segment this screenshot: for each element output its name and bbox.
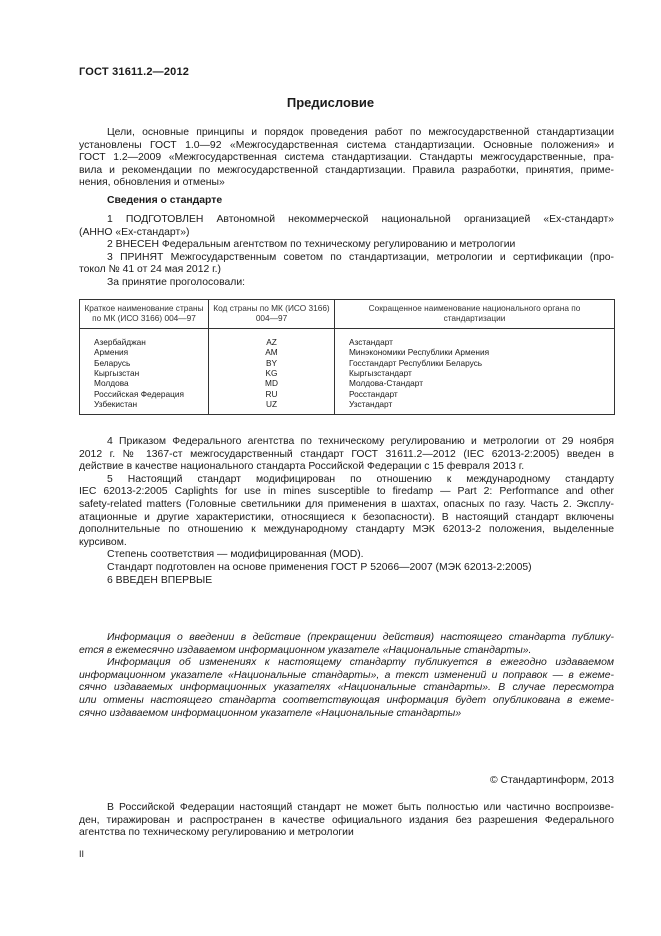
item-4-line: 2012 г. № 1367-ст межгосударственный стандарт ГОСТ 31611.2—2012 (IEC 62013-2:2005) введен в <box>79 448 614 460</box>
item-1-line: (АННО «Ех-стандарт») <box>79 226 190 238</box>
body-cell: Минэкономики Республики Армения <box>335 347 615 357</box>
page-number: II <box>79 849 85 859</box>
country-cell: Узбекистан <box>80 399 209 414</box>
code-cell: AM <box>209 347 335 357</box>
item-3-line: токол № 41 от 24 мая 2012 г.) <box>79 264 222 276</box>
order-and-modification-items <box>79 436 614 587</box>
legal-line: В Российской Федерации настоящий стандарт не может быть полностью или частично воспроизве- <box>107 802 614 813</box>
column-header-code: Код страны по МК (ИСО 3166) 004—97 <box>209 300 335 329</box>
intro-line: нения, обновления и отмены» <box>79 177 225 189</box>
column-header-country: Краткое наименование страны по МК (ИСО 3166) 004—97 <box>80 300 209 329</box>
intro-line: ГОСТ 1.2—2009 «Межгосударственная система стандартизации. Стандарты межгосударственные, пра- <box>79 152 614 164</box>
code-cell: RU <box>209 389 335 399</box>
country-cell: Азербайджан <box>80 328 209 347</box>
item-2-line: 2 ВНЕСЕН Федеральным агентством по техническому регулированию и метрологии <box>107 239 516 251</box>
table-row <box>80 328 615 347</box>
body-cell: Узстандарт <box>335 399 615 414</box>
info-1-line: Информация о введении в действие (прекращении действия) настоящего стандарта публику- <box>107 632 614 643</box>
standard-info-items <box>79 214 614 290</box>
conformity-degree: Степень соответствия — модифицированная (MOD). <box>107 549 364 561</box>
info-2-line: информационном указателе «Национальные стандарты», а текст изменений и поправок — в ежеме- <box>79 669 614 681</box>
country-cell: Армения <box>80 347 209 357</box>
vote-label: За принятие проголосовали: <box>107 276 246 288</box>
info-2-line: сячно издаваемых информационных указателях «Национальные стандарты». В случае пересмотра <box>79 682 614 694</box>
legal-line: ден, тиражирован и распространен в качестве официального издания без разрешения Федерального <box>79 814 614 826</box>
item-1-line: 1 ПОДГОТОВЛЕН Автономной некоммерческой национальной организацией «Ех-стандарт» <box>107 214 614 225</box>
item-5-line: атационные и другие характеристики, относящиеся к безопасности). В настоящий стандарт включены <box>79 511 614 523</box>
country-cell: Кыргызстан <box>80 368 209 378</box>
publication-info <box>79 632 614 720</box>
info-2-line: сячно издаваемом информационном указателе «Национальные стандарты» <box>79 707 462 719</box>
item-5-line: safety-related matters (Головные светильники для применения в шахтах, опасных по газу. Часть 2. Эксплу- <box>79 498 614 510</box>
legal-notice <box>79 802 614 840</box>
code-cell: AZ <box>209 328 335 347</box>
body-cell: Росстандарт <box>335 389 615 399</box>
body-cell: Азстандарт <box>335 328 615 347</box>
country-cell: Молдова <box>80 378 209 388</box>
table-row <box>80 368 615 378</box>
body-cell: Молдова-Стандарт <box>335 378 615 388</box>
intro-line: Цели, основные принципы и порядок проведения работ по межгосударственной стандартизации <box>107 127 614 138</box>
intro-paragraph <box>79 127 614 190</box>
code-cell: MD <box>209 378 335 388</box>
code-cell: BY <box>209 358 335 368</box>
item-5-line: 5 Настоящий стандарт модифицирован по отношению к международному стандарту <box>107 473 614 485</box>
info-2-line: Информация об изменениях к настоящему стандарту публикуется в ежегодно издаваемом <box>107 657 614 669</box>
info-1-line: ется в ежемесячно издаваемом информационном указателе «Национальные стандарты». <box>79 644 532 656</box>
item-5-line: дополнительные по отношению к международному стандарту МЭК 62013-2 положения, выделенные <box>79 524 614 536</box>
intro-line: установлены ГОСТ 1.0—92 «Межгосударственная система стандартизации. Основные положения» и <box>79 139 614 151</box>
country-cell: Российская Федерация <box>80 389 209 399</box>
table-row <box>80 358 615 368</box>
item-5-line: курсивом. <box>79 536 127 548</box>
code-cell: UZ <box>209 399 335 414</box>
page-title: Предисловие <box>286 95 375 110</box>
intro-line: вила и рекомендации по межгосударственной стандартизации. Правила разработки, принятия, приме- <box>79 164 614 176</box>
column-header-body: Сокращенное наименование национального органа по стандартизации <box>335 300 615 329</box>
legal-line: агентства по техническому регулированию и метрологии <box>79 827 354 839</box>
document-id: ГОСТ 31611.2—2012 <box>79 66 190 78</box>
table-row <box>80 347 615 357</box>
table-row <box>80 378 615 388</box>
copyright: © Стандартинформ, 2013 <box>489 775 614 786</box>
info-2-line: или отмены настоящего стандарта соответствующая информация будет опубликована в ежеме- <box>79 694 614 706</box>
voting-table <box>79 299 615 415</box>
prepared-basis: Стандарт подготовлен на основе применения ГОСТ Р 52066—2007 (МЭК 62013-2:2005) <box>107 561 532 573</box>
table-row <box>80 389 615 399</box>
item-4-line: 4 Приказом Федерального агентства по техническому регулированию и метрологии от 29 ноября <box>107 436 614 447</box>
body-cell: Госстандарт Республики Беларусь <box>335 358 615 368</box>
code-cell: KG <box>209 368 335 378</box>
table-row <box>80 399 615 414</box>
item-3-line: 3 ПРИНЯТ Межгосударственным советом по стандартизации, метрологии и сертификации (про- <box>107 251 614 263</box>
item-5-line: IEC 62013-2:2005 Caplights for use in mines susceptible to firedamp — Part 2: Performance and other <box>79 486 614 498</box>
body-cell: Кыргызстандарт <box>335 368 615 378</box>
section-subtitle: Сведения о стандарте <box>107 195 223 206</box>
country-cell: Беларусь <box>80 358 209 368</box>
item-6-line: 6 ВВЕДЕН ВПЕРВЫЕ <box>107 574 213 586</box>
item-4-line: действие в качестве национального стандарта Российской Федерации с 15 февраля 2013 г. <box>79 461 525 473</box>
